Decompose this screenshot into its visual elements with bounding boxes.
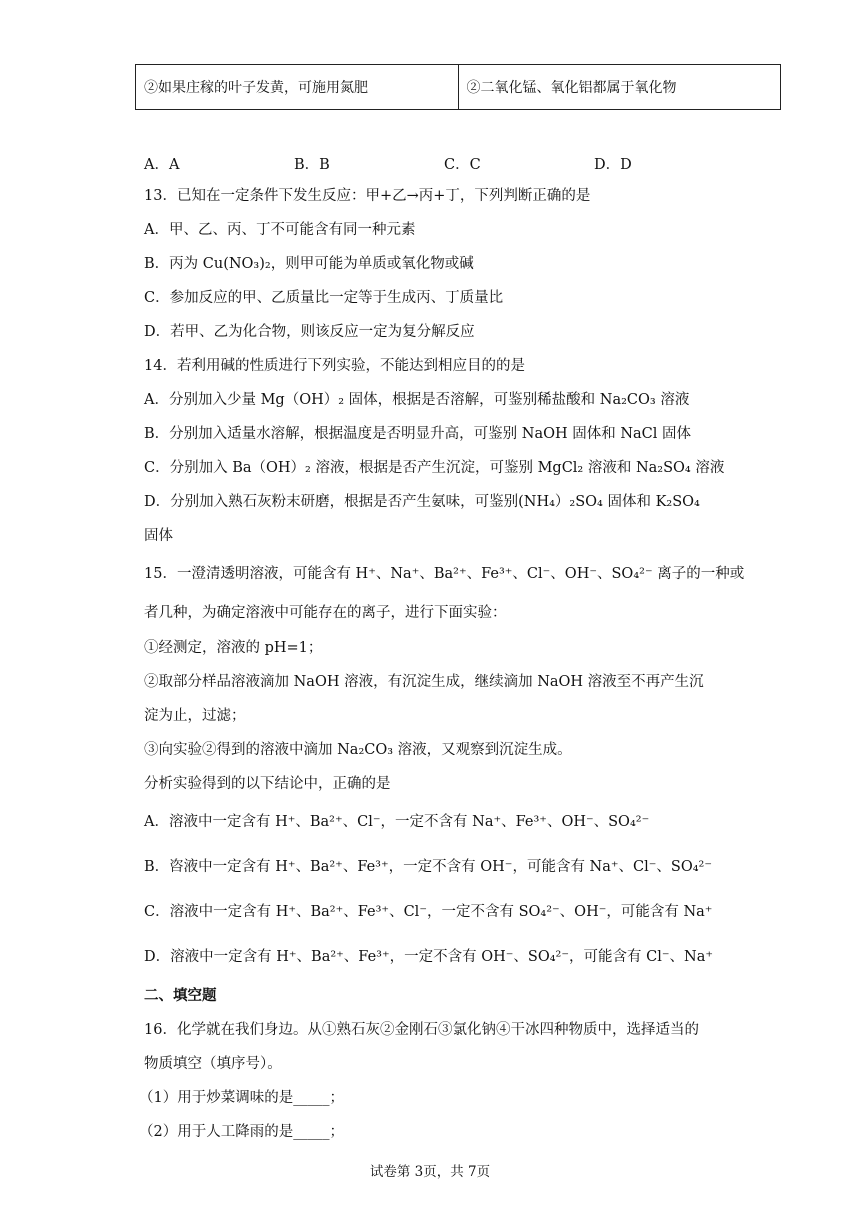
q14-option-d: D．分别加入熟石灰粉末研磨，根据是否产生氨味，可鉴别(NH₄）₂SO₄ 固体和 K₂SO₄ xyxy=(144,494,700,510)
q14-option-c: C．分别加入 Ba（OH）₂ 溶液，根据是否产生沉淀，可鉴别 MgCl₂ 溶液和 Na₂SO₄ 溶液 xyxy=(144,460,725,476)
section-heading: 二、填空题 xyxy=(144,987,217,1004)
q13-option-d: D．若甲、乙为化合物，则该反应一定为复分解反应 xyxy=(144,324,475,340)
q16-part-2: （2）用于人工降雨的是_____； xyxy=(139,1124,344,1140)
q12-option-b: B．B xyxy=(294,157,330,173)
q15-step-3: ③向实验②得到的溶液中滴加 Na₂CO₃ 溶液，又观察到沉淀生成。 xyxy=(144,742,572,758)
q16-stem-cont: 物质填空（填序号）。 xyxy=(144,1056,282,1072)
q15-option-d: D．溶液中一定含有 H⁺、Ba²⁺、Fe³⁺，一定不含有 OH⁻、SO₄²⁻，可能含有 Cl⁻、Na⁺ xyxy=(144,949,713,965)
page-footer: 试卷第 3页，共 7页 xyxy=(369,1164,491,1180)
q13-stem: 13．已知在一定条件下发生反应：甲+乙→丙+丁，下列判断正确的是 xyxy=(144,188,591,204)
q15-prompt: 分析实验得到的以下结论中，正确的是 xyxy=(144,776,391,792)
answer-table xyxy=(135,64,781,110)
table-cell-left: ②如果庄稼的叶子发黄，可施用氮肥 xyxy=(144,80,368,96)
q15-option-a: A．溶液中一定含有 H⁺、Ba²⁺、Cl⁻，一定不含有 Na⁺、Fe³⁺、OH⁻、SO₄²⁻ xyxy=(144,814,650,830)
q13-option-c: C．参加反应的甲、乙质量比一定等于生成丙、丁质量比 xyxy=(144,290,504,306)
q14-option-d-cont: 固体 xyxy=(144,528,173,544)
q15-option-b: B．咨液中一定含有 H⁺、Ba²⁺、Fe³⁺，一定不含有 OH⁻，可能含有 Na⁺、Cl⁻、SO₄²⁻ xyxy=(144,859,713,875)
q12-option-c: C．C xyxy=(444,157,481,173)
q15-option-c: C．溶液中一定含有 H⁺、Ba²⁺、Fe³⁺、Cl⁻，一定不含有 SO₄²⁻、OH⁻，可能含有 Na⁺ xyxy=(144,904,713,920)
q13-option-a: A．甲、乙、丙、丁不可能含有同一种元素 xyxy=(144,222,416,238)
table-cell-right: ②二氧化锰、氧化铝都属于氧化物 xyxy=(458,65,781,109)
q15-step-2: ②取部分样品溶液滴加 NaOH 溶液，有沉淀生成，继续滴加 NaOH 溶液至不再产生沉 xyxy=(144,674,704,690)
q16-part-1: （1）用于炒菜调味的是_____； xyxy=(139,1090,344,1106)
q16-stem: 16．化学就在我们身边。从①熟石灰②金刚石③氯化钠④干冰四种物质中，选择适当的 xyxy=(144,1022,699,1038)
q12-option-d: D．D xyxy=(594,157,632,173)
q14-stem: 14．若利用碱的性质进行下列实验，不能达到相应目的的是 xyxy=(144,358,525,374)
q12-option-a: A．A xyxy=(144,157,180,173)
q15-stem-cont: 者几种，为确定溶液中可能存在的离子，进行下面实验： xyxy=(144,605,507,621)
q14-option-b: B．分别加入适量水溶解，根据温度是否明显升高，可鉴别 NaOH 固体和 NaCl 固体 xyxy=(144,426,692,442)
q13-option-b: B．丙为 Cu(NO₃)₂，则甲可能为单质或氧化物或碱 xyxy=(144,256,474,272)
q14-option-a: A．分别加入少量 Mg（OH）₂ 固体，根据是否溶解，可鉴别稀盐酸和 Na₂CO₃ 溶液 xyxy=(144,392,690,408)
q15-step-1: ①经测定，溶液的 pH=1； xyxy=(144,640,323,656)
q15-stem: 15．一澄清透明溶液，可能含有 H⁺、Na⁺、Ba²⁺、Fe³⁺、Cl⁻、OH⁻、SO₄²⁻ 离子的一种或 xyxy=(144,566,745,582)
q15-step-2-cont: 淀为止，过滤； xyxy=(144,708,246,724)
